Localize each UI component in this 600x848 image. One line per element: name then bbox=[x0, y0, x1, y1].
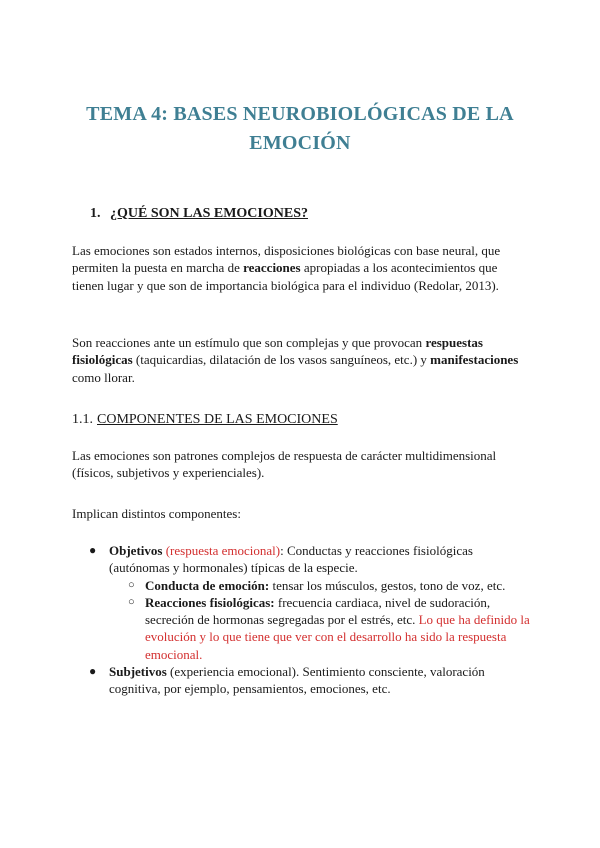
para2-bold-manifestaciones: manifestaciones bbox=[430, 352, 519, 368]
title-line-2: EMOCIÓN bbox=[249, 132, 351, 154]
item1-bold: Objetivos bbox=[109, 543, 163, 558]
bullet-icon: ● bbox=[89, 543, 97, 557]
para2-text-c: (taquicardias, dilatación de los vasos sanguíneos, etc.) y bbox=[132, 352, 431, 368]
title-line-1: TEMA 4: BASES NEUROBIOLÓGICAS DE LA bbox=[86, 103, 514, 125]
section-1-1-heading bbox=[72, 410, 338, 430]
list-item-conducta bbox=[72, 577, 532, 594]
item1b-bold: Reacciones fisiológicas: bbox=[145, 594, 275, 610]
paragraph-reactions bbox=[72, 334, 532, 386]
para1-text-a: Las emociones son estados internos, disposiciones biológicas con base neural, que permiten la puesta en marcha de bbox=[72, 243, 501, 276]
item1-red-text: (respuesta emocional) bbox=[162, 543, 281, 558]
para2-text-e: como llorar. bbox=[72, 369, 135, 385]
para2-text-a: Son reacciones ante un estímulo que son complejas y que provocan bbox=[72, 335, 426, 350]
item2-bold: Subjetivos bbox=[109, 664, 167, 680]
item1-text: : Conductas y reacciones fisiológicas (autónomas y hormonales) típicas de la especie. bbox=[109, 543, 473, 576]
document-title bbox=[0, 100, 600, 158]
list-item-subjetivos bbox=[72, 663, 532, 698]
item1a-text: tensar los músculos, gestos, tono de voz, etc. bbox=[269, 577, 506, 593]
item2-text: (experiencia emocional). Sentimiento consciente, valoración cognitiva, por ejemplo, pensamientos, emociones, etc. bbox=[109, 664, 485, 697]
circle-bullet-icon: ○ bbox=[128, 578, 135, 591]
bullet-icon: ● bbox=[89, 664, 97, 679]
components-list bbox=[72, 542, 532, 698]
paragraph-components: Implican distintos componentes: bbox=[72, 506, 241, 521]
section-1-number: 1. bbox=[90, 206, 101, 221]
item1b-red-text: Lo que ha definido la evolución y lo que tiene que ver con el desarrollo ha sido la respuesta emocional. bbox=[145, 612, 530, 662]
section-1-1-title: COMPONENTES DE LAS EMOCIONES bbox=[97, 412, 338, 427]
para1-text-c: apropiadas a los acontecimientos que tienen lugar y que son de importancia biológica para el individuo (Redolar, 2013). bbox=[72, 260, 499, 293]
para1-bold-reacciones: reacciones bbox=[243, 260, 301, 276]
section-1-heading bbox=[90, 204, 308, 224]
paragraph-patterns: Las emociones son patrones complejos de respuesta de carácter multidimensional (físicos, subjetivos y experienciales). bbox=[72, 448, 497, 481]
para2-bold-respuestas: respuestas fisiológicas bbox=[72, 335, 483, 368]
item1b-text: frecuencia cardiaca, nivel de sudoración, secreción de hormonas segregadas por el estrés, etc. bbox=[145, 594, 491, 628]
section-1-1-number: 1.1. bbox=[72, 412, 93, 427]
paragraph-definition bbox=[72, 242, 532, 294]
list-item-objetivos bbox=[72, 542, 532, 577]
circle-bullet-icon: ○ bbox=[128, 595, 135, 608]
list-item-reacciones bbox=[72, 594, 532, 663]
item1a-bold: Conducta de emoción: bbox=[145, 577, 270, 593]
section-1-title: ¿QUÉ SON LAS EMOCIONES? bbox=[110, 206, 308, 221]
